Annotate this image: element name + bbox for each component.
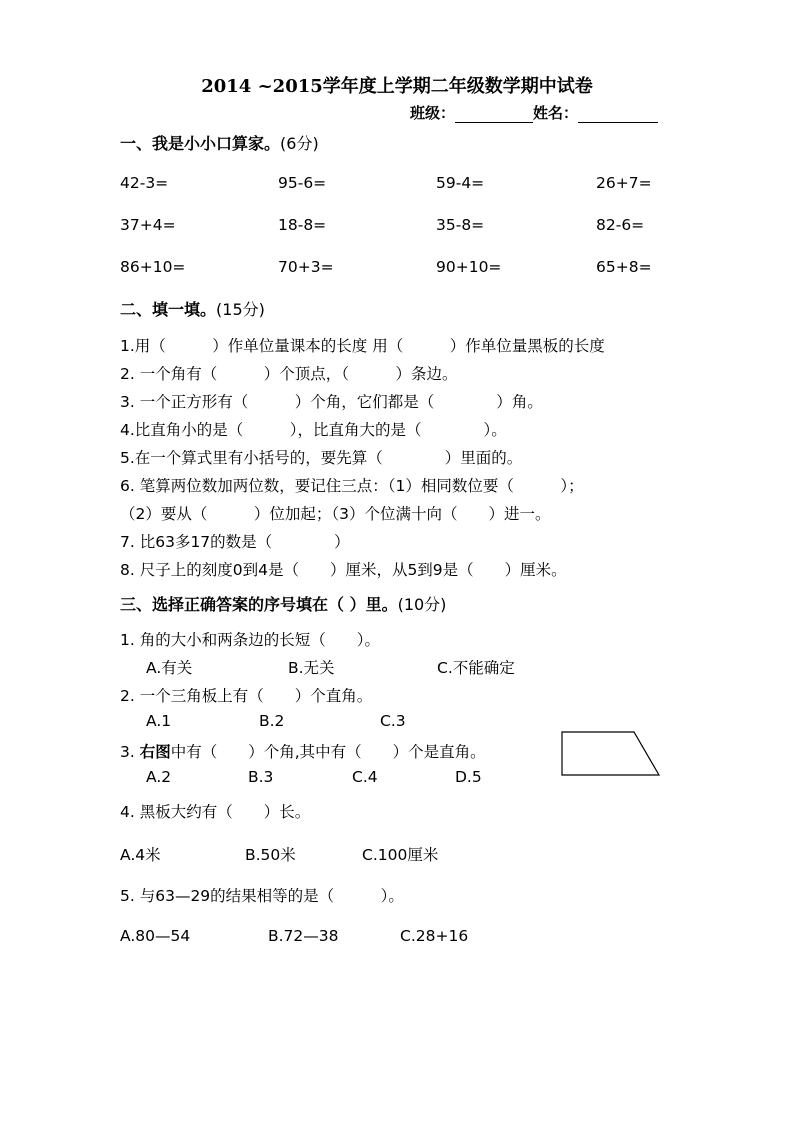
student-info-line [410,102,658,123]
choice-option: D.5 [455,768,482,786]
choice-option: B.无关 [288,659,335,677]
choice-option: C.28+16 [400,927,469,945]
calc-item: 65+8= [596,258,652,276]
section2-score: (15分) [216,300,265,319]
choice-option: C.不能确定 [437,659,515,677]
fill-question: 7. 比63多17的数是（ ） [120,533,350,551]
choice-option: B.72—38 [268,927,339,945]
choice-option: A.4米 [120,846,161,864]
calc-item: 26+7= [596,174,652,192]
choice-option: C.3 [380,712,406,730]
fill-question: 2. 一个角有（ ）个顶点，（ ）条边。 [120,365,458,383]
fill-question: 3. 一个正方形有（ ）个角，它们都是（ ）角。 [120,393,543,411]
class-blank[interactable] [455,108,533,123]
question-number: 3. [120,743,135,761]
choice-option: C.4 [352,768,378,786]
choice-question [120,740,486,762]
class-label: 班级： [410,104,456,122]
choice-option: A.有关 [146,659,193,677]
section2-title: 二、填一填。 [120,300,217,319]
choice-question: 1. 角的大小和两条边的长短（ ）。 [120,631,380,649]
fill-question: 4.比直角小的是（ ），比直角大的是（ ）。 [120,421,507,439]
choice-question: 2. 一个三角板上有（ ）个直角。 [120,687,373,705]
calc-item: 70+3= [278,258,334,276]
calc-item: 82-6= [596,216,645,234]
choice-option: A.1 [146,712,172,730]
exam-title: 2014 ~2015学年度上学期二年级数学期中试卷 [201,76,593,97]
fill-question: 6. 笔算两位数加两位数，要记住三点：（1）相同数位要（ ）； [120,477,584,495]
section2-heading [120,297,265,320]
trapezoid-figure [560,730,662,778]
calc-item: 59-4= [436,174,485,192]
section1-title: 一、我是小小口算家。 [120,134,281,153]
section3-score: (10分) [397,595,447,614]
choice-option: B.3 [248,768,274,786]
calc-item: 95-6= [278,174,327,192]
choice-question: 5. 与63—29的结果相等的是（ ）。 [120,887,404,905]
calc-item: 90+10= [436,258,502,276]
choice-option: A.80—54 [120,927,191,945]
choice-option: B.50米 [245,846,296,864]
fill-question: 1.用（ ）作单位量课本的长度 用（ ）作单位量黑板的长度 [120,337,605,355]
calc-item: 42-3= [120,174,169,192]
section3-heading [120,592,446,615]
fill-question: 5.在一个算式里有小括号的，要先算（ ）里面的。 [120,449,523,467]
section3-title: 三、选择正确答案的序号填在（ ）里。 [120,595,398,614]
trapezoid-shape [562,732,659,775]
choice-question: 4. 黑板大约有（ ）长。 [120,803,311,821]
name-blank[interactable] [578,108,658,123]
choice-option: C.100厘米 [362,846,439,864]
calc-item: 37+4= [120,216,176,234]
section1-heading [120,131,319,154]
calc-item: 86+10= [120,258,186,276]
name-label: 姓名： [533,104,579,122]
figure-reference: 右图 [139,743,171,761]
question-text: 中有（ ）个角,其中有（ ）个是直角。 [170,743,486,761]
section1-score: (6分) [280,134,319,153]
calc-item: 35-8= [436,216,485,234]
choice-option: A.2 [146,768,172,786]
fill-question-continued: （2）要从（ ）位加起；（3）个位满十向（ ）进一。 [120,505,551,523]
fill-question: 8. 尺子上的刻度0到4是（ ）厘米，从5到9是（ ）厘米。 [120,561,567,579]
calc-item: 18-8= [278,216,327,234]
choice-option: B.2 [259,712,285,730]
